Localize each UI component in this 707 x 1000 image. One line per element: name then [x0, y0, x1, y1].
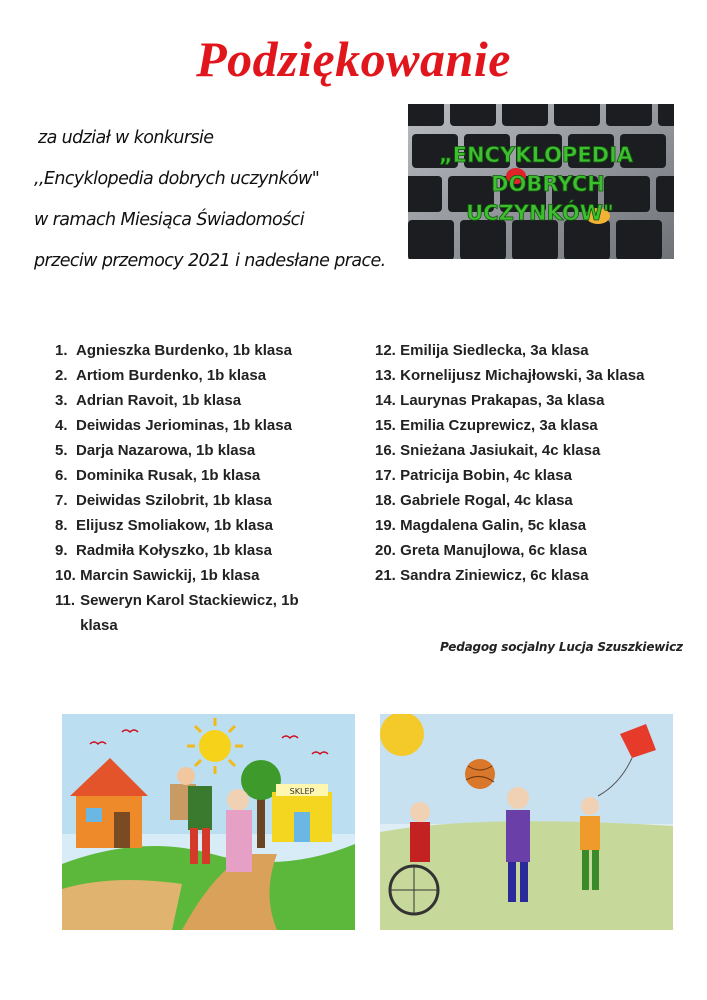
participant-name: Adrian Ravoit, 1b klasa — [76, 392, 242, 409]
participant-name: Deiwidas Szilobrit, 1b klasa — [76, 492, 272, 509]
list-number: 1. — [55, 342, 68, 359]
signature: Pedagog socjalny Lucja Szuszkiewicz — [440, 640, 683, 654]
list-number: 2. — [55, 367, 68, 384]
contest-logo-image — [408, 104, 674, 259]
list-number: 12. — [375, 342, 396, 359]
logo-text-line: „ENCYKLOPEDIA — [438, 143, 634, 167]
child-drawing-playground-image — [380, 714, 673, 930]
participant-name: Radmiła Kołyszko, 1b klasa — [76, 542, 272, 559]
list-item — [55, 488, 345, 513]
list-item — [375, 563, 685, 588]
list-number: 11. — [55, 592, 76, 609]
list-item — [55, 513, 345, 538]
participant-name: Marcin Sawickij, 1b klasa — [80, 567, 260, 584]
participant-name: Dominika Rusak, 1b klasa — [76, 467, 261, 484]
list-number: 17. — [375, 467, 396, 484]
child-drawing-village-image — [62, 714, 355, 930]
list-number: 15. — [375, 417, 396, 434]
intro-line: przeciw przemocy 2021 i nadesłane prace. — [34, 251, 386, 271]
participant-name: Emilija Siedlecka, 3a klasa — [400, 342, 589, 359]
participant-name: Seweryn Karol Stackiewicz, 1b klasa — [80, 592, 299, 634]
list-item — [55, 538, 345, 563]
list-item — [375, 338, 685, 363]
participant-name: Artiom Burdenko, 1b klasa — [76, 367, 267, 384]
list-number: 13. — [375, 367, 396, 384]
participant-name: Greta Manujlowa, 6c klasa — [400, 542, 587, 559]
participants-list-left — [55, 338, 345, 638]
list-item — [375, 488, 685, 513]
participant-name: Agnieszka Burdenko, 1b klasa — [76, 342, 292, 359]
list-number: 20. — [375, 542, 396, 559]
list-item — [375, 513, 685, 538]
list-number: 7. — [55, 492, 68, 509]
list-item — [375, 363, 685, 388]
list-number: 14. — [375, 392, 396, 409]
participant-name: Darja Nazarowa, 1b klasa — [76, 442, 256, 459]
shop-sign-text: SKLEP — [289, 787, 315, 796]
list-item — [375, 463, 685, 488]
logo-text-line: DOBRYCH — [491, 172, 605, 196]
participant-name: Deiwidas Jeriominas, 1b klasa — [76, 417, 292, 434]
list-number: 19. — [375, 517, 396, 534]
list-item — [55, 563, 345, 588]
list-item — [375, 438, 685, 463]
list-number: 6. — [55, 467, 68, 484]
list-number: 8. — [55, 517, 68, 534]
page-title: Podziękowanie — [196, 31, 511, 87]
list-item — [55, 463, 345, 488]
participant-name: Snieżana Jasiukait, 4c klasa — [400, 442, 601, 459]
participant-name: Kornelijusz Michajłowski, 3a klasa — [400, 367, 645, 384]
list-item — [55, 363, 345, 388]
list-number: 5. — [55, 442, 68, 459]
participant-name: Magdalena Galin, 5c klasa — [400, 517, 587, 534]
participant-name: Laurynas Prakapas, 3a klasa — [400, 392, 605, 409]
list-number: 16. — [375, 442, 396, 459]
intro-line: za udział w konkursie — [38, 128, 214, 148]
participant-name: Patricija Bobin, 4c klasa — [400, 467, 572, 484]
list-number: 3. — [55, 392, 68, 409]
list-item — [55, 438, 345, 463]
participant-name: Emilia Czuprewicz, 3a klasa — [400, 417, 598, 434]
list-number: 4. — [55, 417, 68, 434]
list-number: 9. — [55, 542, 68, 559]
list-item — [375, 413, 685, 438]
intro-text — [34, 118, 386, 282]
list-item — [55, 388, 345, 413]
list-item — [55, 413, 345, 438]
list-item — [55, 588, 345, 638]
list-number: 10. — [55, 567, 76, 584]
logo-text-line: UCZYNKÓW" — [466, 201, 614, 225]
list-item — [375, 388, 685, 413]
intro-line: ,,Encyklopedia dobrych uczynków" — [34, 169, 320, 189]
list-number: 21. — [375, 567, 396, 584]
participants-list-right — [375, 338, 685, 588]
list-item — [55, 338, 345, 363]
participant-name: Sandra Ziniewicz, 6c klasa — [400, 567, 589, 584]
list-number: 18. — [375, 492, 396, 509]
participant-name: Gabriele Rogal, 4c klasa — [400, 492, 573, 509]
participant-name: Elijusz Smoliakow, 1b klasa — [76, 517, 274, 534]
list-item — [375, 538, 685, 563]
intro-line: w ramach Miesiąca Świadomości — [34, 210, 304, 230]
